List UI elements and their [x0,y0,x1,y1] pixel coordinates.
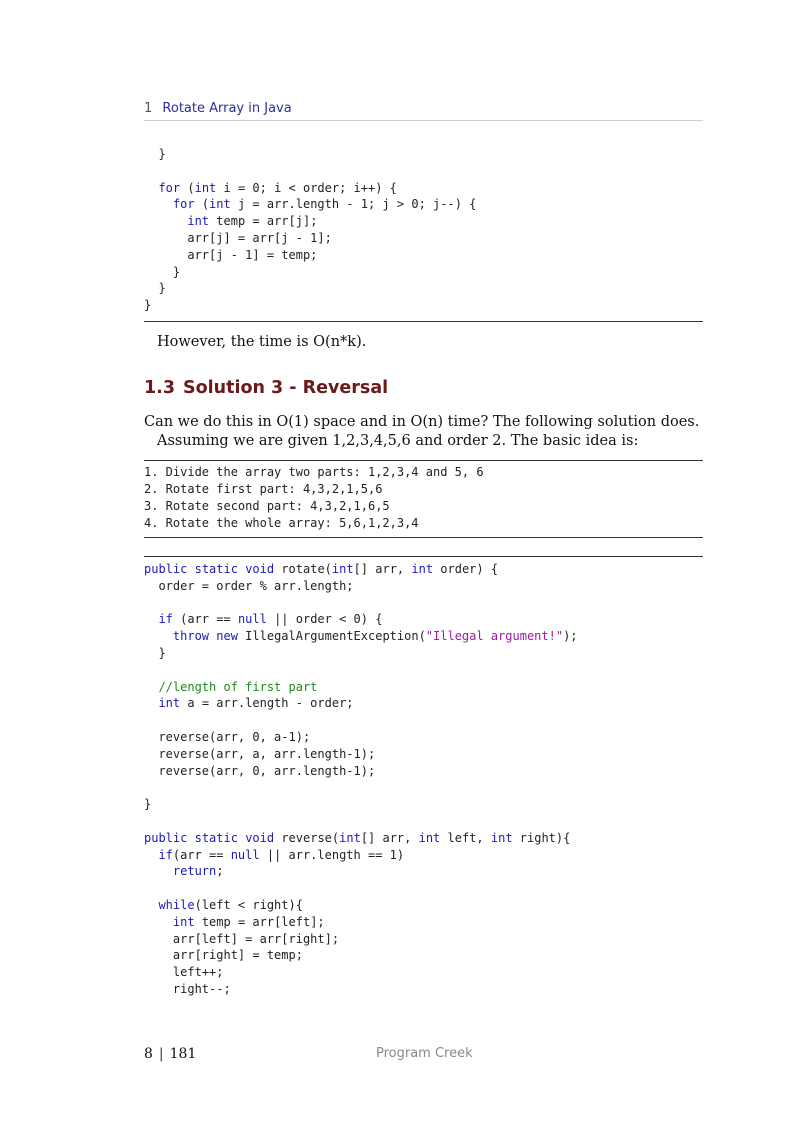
header-divider [144,120,703,121]
code-line [144,779,578,796]
code-line: } [144,264,181,279]
footer-book-title: Program Creek [376,1046,473,1061]
code-line: if(arr == null || arr.length == 1) [158,847,405,862]
code-line [144,163,476,180]
step-item: 4. Rotate the whole array: 5,6,1,2,3,4 [144,516,419,530]
step-item: 3. Rotate second part: 4,3,2,1,6,5 [144,499,390,513]
header-chapter-title[interactable]: Rotate Array in Java [162,101,292,116]
code-line: order = order % arr.length; [144,578,354,593]
code-line: public static void rotate(int[] arr, int order) { [144,562,499,576]
page-separator: | [158,1046,164,1062]
code-line: arr[j - 1] = temp; [144,247,318,262]
code-block-main [144,561,578,998]
code-line: } [144,281,166,296]
code-bottom-rule [144,321,703,322]
code-line: } [144,797,152,812]
code-line: if (arr == null || order < 0) { [158,612,383,627]
running-header [144,101,703,116]
code-line: } [144,645,166,660]
code-line: reverse(arr, 0, a-1); [144,729,311,744]
code-top-rule [144,556,703,557]
code-line [144,880,578,897]
code-line: } [144,298,152,313]
intro-paragraph-line-2: Assuming we are given 1,2,3,4,5,6 and order 2. The basic idea is: [157,433,639,449]
steps-list [144,464,484,532]
code-line: } [144,147,166,161]
code-line: int temp = arr[j]; [187,214,318,229]
code-line: public static void reverse(int[] arr, int left, int right){ [144,830,571,845]
code-line: reverse(arr, 0, arr.length-1); [144,763,376,778]
time-complexity-text: However, the time is O(n*k). [157,334,367,350]
code-line: throw new IllegalArgumentException("Illegal argument!"); [172,629,578,644]
code-line: int a = arr.length - order; [158,696,354,711]
intro-paragraph-line-1: Can we do this in O(1) space and in O(n) time? The following solution does. [144,414,700,430]
code-line: left++; [144,965,224,980]
steps-bottom-rule [144,537,703,538]
section-heading [144,378,388,398]
total-pages: 181 [169,1046,197,1062]
header-section-number: 1 [144,101,153,116]
code-line: reverse(arr, a, arr.length-1); [144,746,376,761]
code-line [144,712,578,729]
code-line: arr[j] = arr[j - 1]; [144,230,332,245]
steps-top-rule [144,460,703,461]
footer-page-number [144,1046,196,1062]
code-line: for (int j = arr.length - 1; j > 0; j--) { [172,197,477,212]
code-line: while(left < right){ [158,897,303,912]
code-line: arr[right] = temp; [144,948,303,963]
code-line: int temp = arr[left]; [172,914,325,929]
code-line [144,813,578,830]
code-line [144,595,578,612]
code-line [144,662,578,679]
step-item: 2. Rotate first part: 4,3,2,1,5,6 [144,482,383,496]
code-line: arr[left] = arr[right]; [144,931,340,946]
code-line: for (int i = 0; i < order; i++) { [158,180,397,195]
code-block-top [144,146,476,314]
section-title: Solution 3 - Reversal [183,378,389,398]
code-line: //length of first part [158,679,318,694]
code-line: right--; [144,981,231,996]
current-page: 8 [144,1046,153,1062]
step-item: 1. Divide the array two parts: 1,2,3,4 and 5, 6 [144,465,484,479]
section-number: 1.3 [144,378,176,398]
code-line: return; [172,864,224,879]
